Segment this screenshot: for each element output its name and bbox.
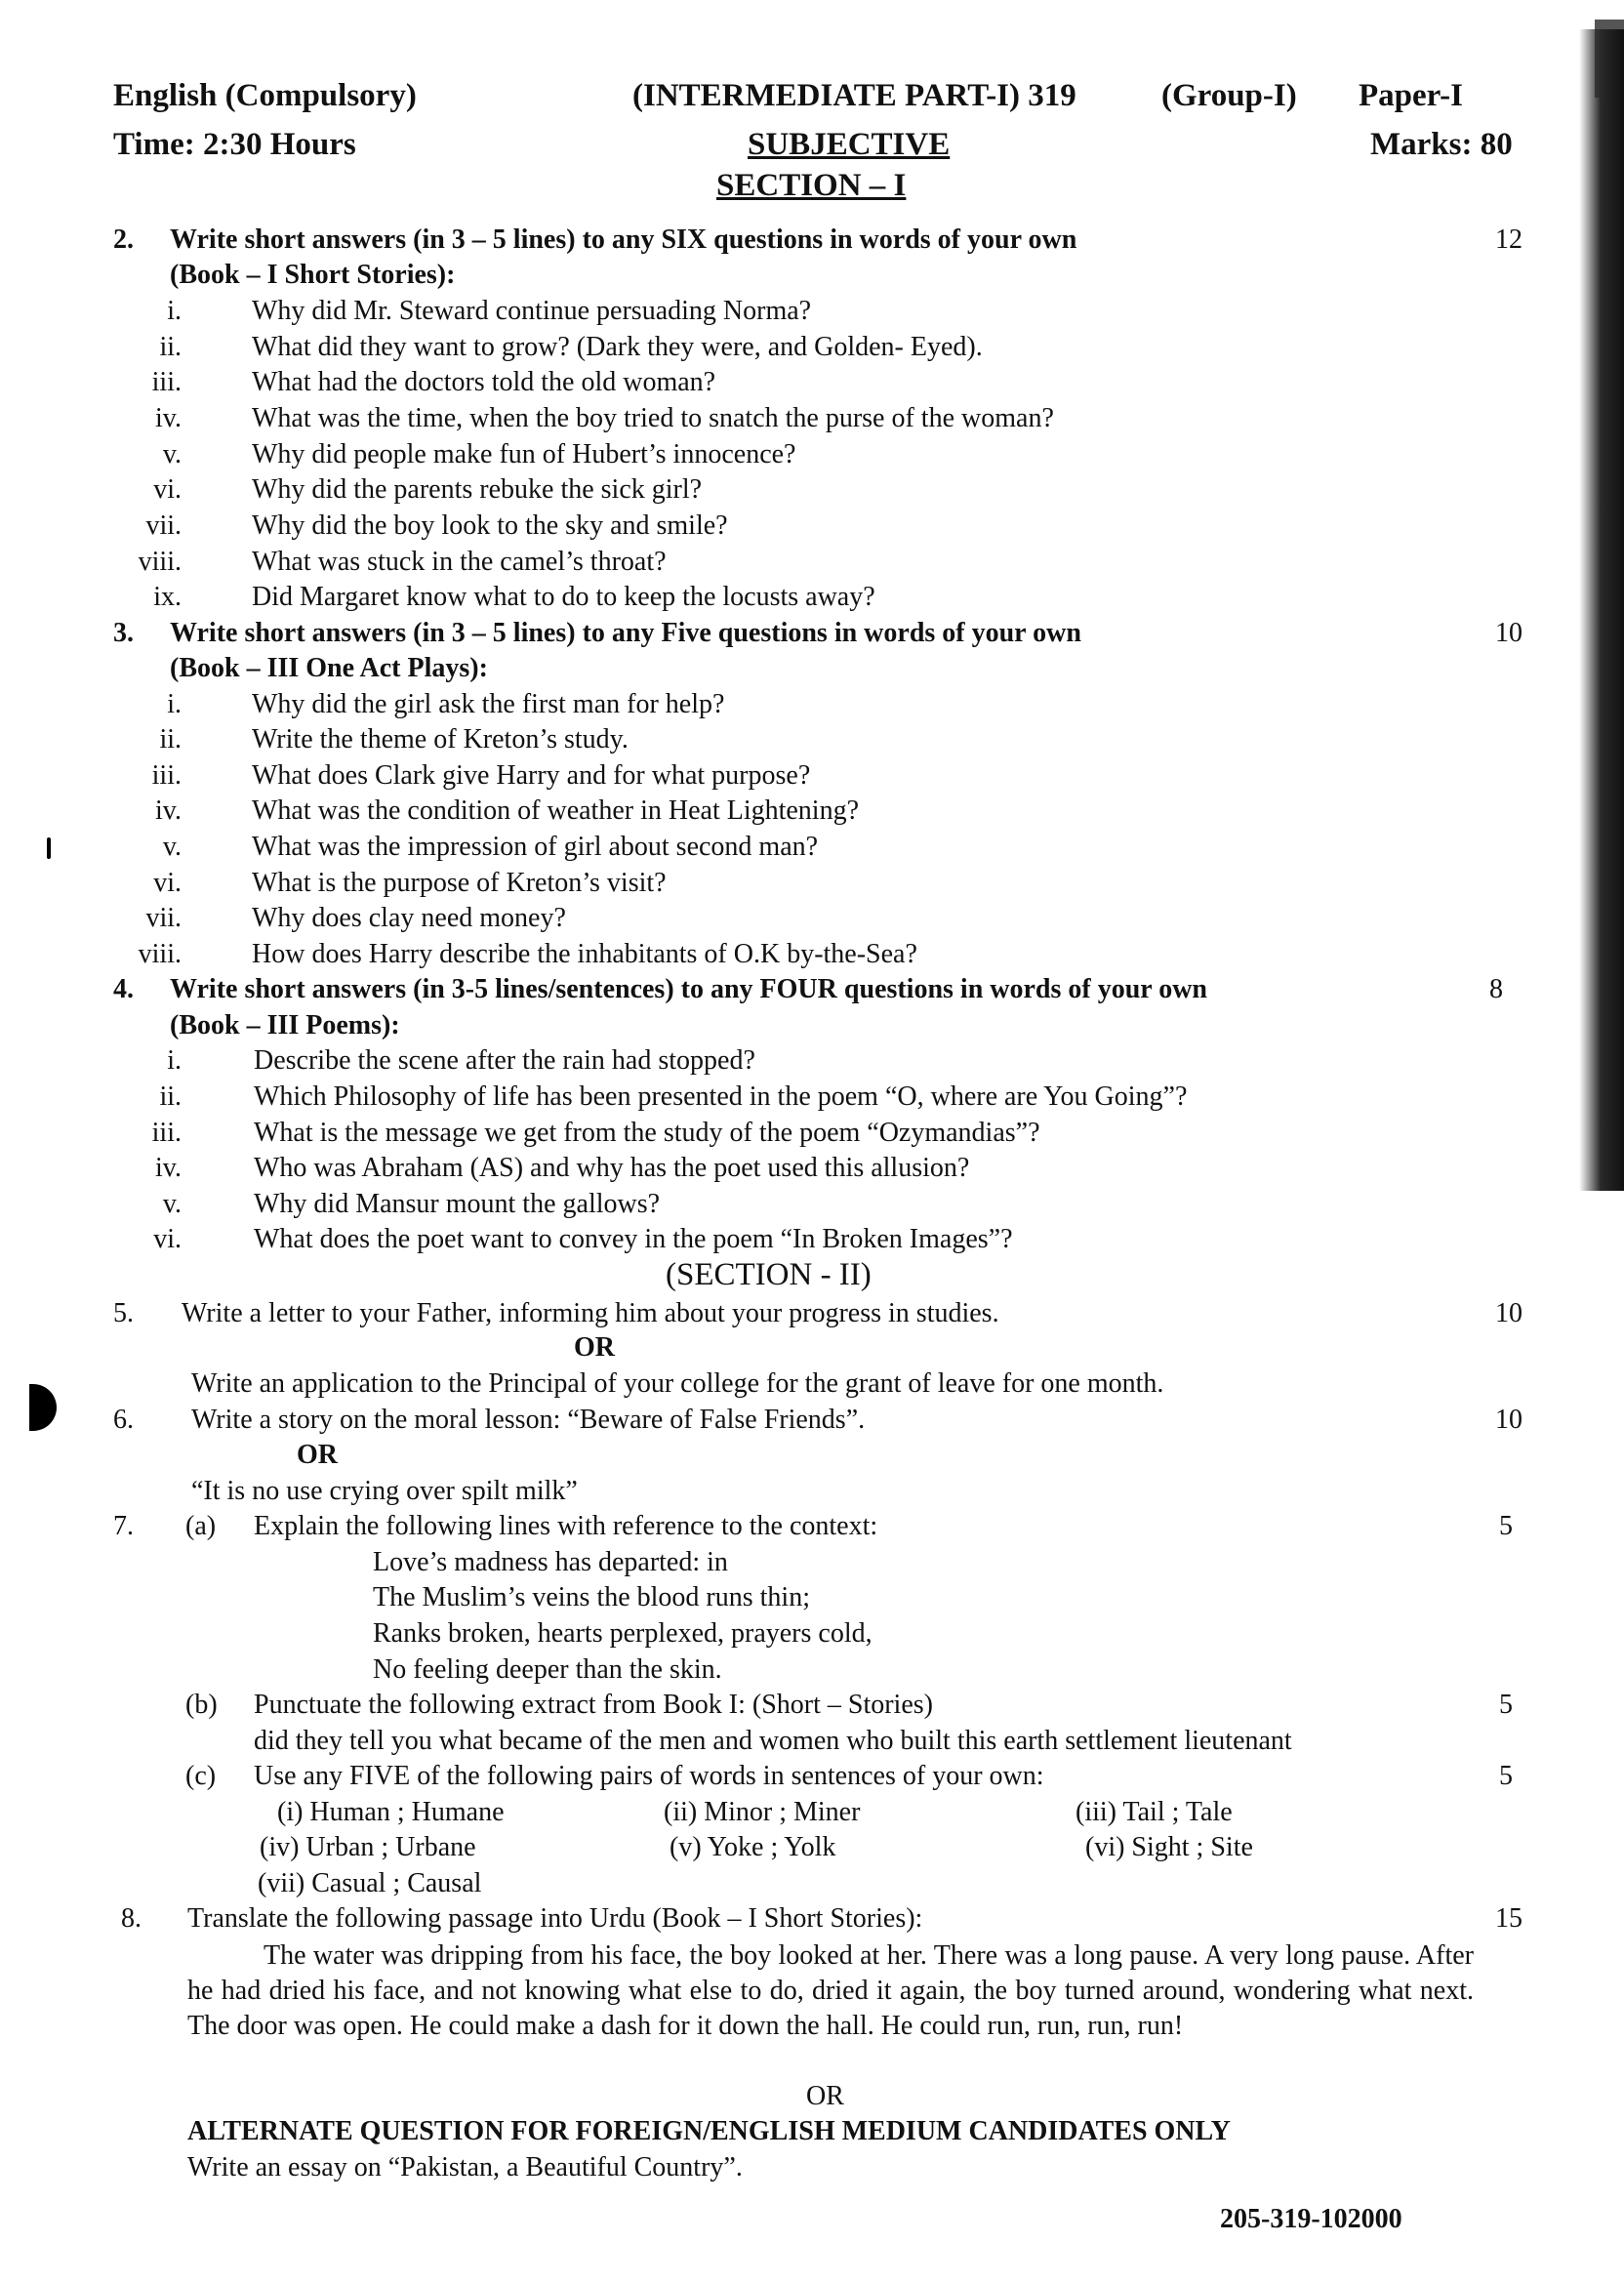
q4-item-roman: iv. xyxy=(155,1153,182,1183)
q7c-word-pair: (iii) Tail ; Tale xyxy=(1076,1797,1233,1827)
q3-item-text: What does Clark give Harry and for what purpose? xyxy=(252,760,811,791)
q7c-word-pair: (ii) Minor ; Miner xyxy=(664,1797,861,1827)
q7-number: 7. xyxy=(113,1511,134,1541)
q2-item-text: Why did the boy look to the sky and smile? xyxy=(252,510,728,541)
q8-alternate-heading: ALTERNATE QUESTION FOR FOREIGN/ENGLISH MEDIUM CANDIDATES ONLY xyxy=(187,2116,1231,2146)
q4-item-roman: vi. xyxy=(153,1224,182,1254)
q3-item-roman: v. xyxy=(162,832,182,862)
q6-or: OR xyxy=(297,1440,338,1470)
q8-alternate-text: Write an essay on “Pakistan, a Beautiful Country”. xyxy=(187,2152,743,2182)
q2-item-text: Why did Mr. Steward continue persuading Norma? xyxy=(252,296,812,326)
q4-item-text: Who was Abraham (AS) and why has the poet used this allusion? xyxy=(254,1153,970,1183)
q6-text: Write a story on the moral lesson: “Beware of False Friends”. xyxy=(191,1405,866,1435)
q3-item-roman: ii. xyxy=(159,724,182,755)
q4-item-text: What does the poet want to convey in the poem “In Broken Images”? xyxy=(254,1224,1013,1254)
q5-marks: 10 xyxy=(1495,1298,1522,1328)
q7a-label: (a) xyxy=(185,1511,217,1541)
q2-item-text: What was stuck in the camel’s throat? xyxy=(252,547,667,577)
q4-item-text: Describe the scene after the rain had stopped? xyxy=(254,1045,755,1076)
q7c-word-pair: (v) Yoke ; Yolk xyxy=(670,1832,836,1862)
q7c-word-pair: (vii) Casual ; Causal xyxy=(258,1868,482,1898)
q5-number: 5. xyxy=(113,1298,134,1328)
q6-marks: 10 xyxy=(1495,1405,1522,1435)
q2-instruction: Write short answers (in 3 – 5 lines) to any SIX questions in words of your own xyxy=(170,224,1077,255)
group-label: (Group-I) xyxy=(1161,78,1297,113)
q7a-text: Explain the following lines with reference to the context: xyxy=(254,1511,878,1541)
q2-item-text: Why did people make fun of Hubert’s innocence? xyxy=(252,439,796,469)
q3-item-text: What is the purpose of Kreton’s visit? xyxy=(252,868,667,898)
q4-number: 4. xyxy=(113,974,134,1004)
q3-item-roman: viii. xyxy=(138,939,182,969)
q2-item-roman: ix. xyxy=(153,582,182,612)
q3-item-text: What was the impression of girl about second man? xyxy=(252,832,819,862)
q2-marks: 12 xyxy=(1495,224,1522,255)
q3-item-text: How does Harry describe the inhabitants of O.K by-the-Sea? xyxy=(252,939,917,969)
q7c-text: Use any FIVE of the following pairs of words in sentences of your own: xyxy=(254,1761,1044,1791)
q3-item-roman: iv. xyxy=(155,795,182,826)
q3-marks: 10 xyxy=(1495,618,1522,648)
q2-item-roman: vi. xyxy=(153,474,182,505)
q5-alternative: Write an application to the Principal of your college for the grant of leave for one month. xyxy=(191,1368,1164,1399)
q3-item-text: Write the theme of Kreton’s study. xyxy=(252,724,629,755)
q2-item-roman: ii. xyxy=(159,332,182,362)
q4-item-text: Which Philosophy of life has been presented in the poem “O, where are You Going”? xyxy=(254,1081,1188,1112)
q2-item-roman: iii. xyxy=(151,367,182,397)
q7b-marks: 5 xyxy=(1499,1690,1513,1720)
q8-marks: 15 xyxy=(1495,1903,1522,1934)
q7b-label: (b) xyxy=(185,1690,218,1720)
q3-item-text: Why did the girl ask the first man for help? xyxy=(252,689,725,719)
q8-passage xyxy=(187,1938,1474,2044)
q7c-label: (c) xyxy=(185,1761,217,1791)
q5-text: Write a letter to your Father, informing him about your progress in studies. xyxy=(182,1298,999,1328)
q7a-poem-line: Ranks broken, hearts perplexed, prayers cold, xyxy=(373,1618,873,1649)
q3-number: 3. xyxy=(113,618,134,648)
q4-item-roman: i. xyxy=(167,1045,182,1076)
q2-number: 2. xyxy=(113,224,134,255)
q2-item-text: Did Margaret know what to do to keep the locusts away? xyxy=(252,582,875,612)
q2-item-roman: iv. xyxy=(155,403,182,433)
q4-item-text: What is the message we get from the study of the poem “Ozymandias”? xyxy=(254,1118,1040,1148)
exam-level: (INTERMEDIATE PART-I) 319 xyxy=(632,78,1076,113)
q8-or: OR xyxy=(806,2081,844,2111)
q3-item-roman: vi. xyxy=(153,868,182,898)
q7a-marks: 5 xyxy=(1499,1511,1513,1541)
q6-alternative: “It is no use crying over spilt milk” xyxy=(191,1476,578,1506)
section-2-heading: (SECTION - II) xyxy=(666,1257,872,1292)
q7a-poem-line: No feeling deeper than the skin. xyxy=(373,1654,722,1685)
q3-item-text: Why does clay need money? xyxy=(252,903,566,933)
q4-item-roman: iii. xyxy=(151,1118,182,1148)
q3-item-text: What was the condition of weather in Heat Lightening? xyxy=(252,795,860,826)
q2-book: (Book – I Short Stories): xyxy=(170,260,456,290)
subjective-heading: SUBJECTIVE xyxy=(748,127,951,162)
q2-item-text: Why did the parents rebuke the sick girl? xyxy=(252,474,703,505)
q2-item-text: What did they want to grow? (Dark they were, and Golden- Eyed). xyxy=(252,332,983,362)
q7a-poem-line: Love’s madness has departed: in xyxy=(373,1547,728,1577)
q4-item-roman: ii. xyxy=(159,1081,182,1112)
q8-number: 8. xyxy=(121,1903,142,1934)
q3-book: (Book – III One Act Plays): xyxy=(170,653,488,683)
q8-text: Translate the following passage into Urdu (Book – I Short Stories): xyxy=(187,1903,923,1934)
q7b-text: Punctuate the following extract from Book I: (Short – Stories) xyxy=(254,1690,933,1720)
q2-item-text: What had the doctors told the old woman? xyxy=(252,367,716,397)
q2-item-roman: viii. xyxy=(138,547,182,577)
q7a-poem-line: The Muslim’s veins the blood runs thin; xyxy=(373,1582,810,1612)
q2-item-roman: vii. xyxy=(145,510,182,541)
q4-instruction: Write short answers (in 3-5 lines/sentences) to any FOUR questions in words of your own xyxy=(170,974,1207,1004)
q7c-word-pair: (iv) Urban ; Urbane xyxy=(260,1832,476,1862)
q7b-extract: did they tell you what became of the men and women who built this earth settlement lieutenant xyxy=(254,1726,1292,1756)
paper-code: 205-319-102000 xyxy=(1220,2204,1402,2234)
total-marks: Marks: 80 xyxy=(1370,127,1513,162)
q6-number: 6. xyxy=(113,1405,134,1435)
paper-label: Paper-I xyxy=(1359,78,1463,113)
q4-item-roman: v. xyxy=(162,1189,182,1219)
q2-item-roman: i. xyxy=(167,296,182,326)
section-1-heading: SECTION – I xyxy=(716,168,907,203)
q4-marks: 8 xyxy=(1489,974,1503,1004)
q2-item-text: What was the time, when the boy tried to snatch the purse of the woman? xyxy=(252,403,1054,433)
q5-or: OR xyxy=(574,1332,615,1363)
q7c-word-pair: (i) Human ; Humane xyxy=(277,1797,505,1827)
q7c-marks: 5 xyxy=(1499,1761,1513,1791)
q3-item-roman: vii. xyxy=(145,903,182,933)
q8-passage-text: The water was dripping from his face, the boy looked at her. There was a long pause. A very long pause. After he had dried his face, and not knowing what else to do, dried it again, the boy turned around, wondering what next. The door was open. He could make a dash for it down the hall. He could run, run, run, run! xyxy=(187,1940,1474,2041)
q3-instruction: Write short answers (in 3 – 5 lines) to any Five questions in words of your own xyxy=(170,618,1081,648)
q3-item-roman: i. xyxy=(167,689,182,719)
time-label: Time: 2:30 Hours xyxy=(113,127,356,162)
q7c-word-pair: (vi) Sight ; Site xyxy=(1085,1832,1253,1862)
q4-item-text: Why did Mansur mount the gallows? xyxy=(254,1189,661,1219)
q3-item-roman: iii. xyxy=(151,760,182,791)
q2-item-roman: v. xyxy=(162,439,182,469)
subject-title: English (Compulsory) xyxy=(113,78,417,113)
q4-book: (Book – III Poems): xyxy=(170,1010,400,1040)
